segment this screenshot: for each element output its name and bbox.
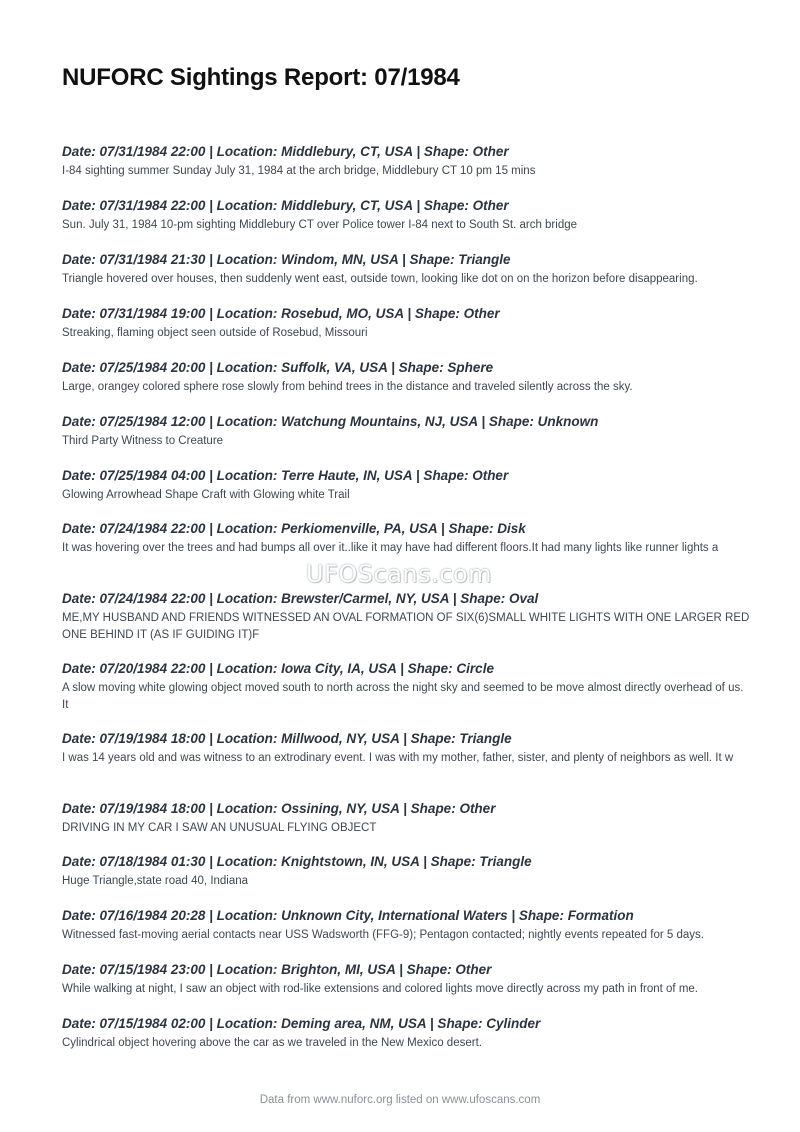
sighting-description: Triangle hovered over houses, then suddenly went east, outside town, looking like dot on on the horizon before disappearing. bbox=[62, 273, 698, 285]
sighting-header: Date: 07/19/1984 18:00 | Location: Ossining, NY, USA | Shape: Other bbox=[62, 801, 496, 816]
sighting-entry bbox=[62, 907, 752, 961]
sighting-header: Date: 07/16/1984 20:28 | Location: Unknown City, International Waters | Shape: Formation bbox=[62, 908, 634, 923]
sighting-entry bbox=[62, 961, 752, 1015]
sighting-header: Date: 07/25/1984 20:00 | Location: Suffolk, VA, USA | Shape: Sphere bbox=[62, 360, 494, 375]
sightings-list bbox=[62, 143, 752, 1069]
sighting-header: Date: 07/25/1984 12:00 | Location: Watchung Mountains, NJ, USA | Shape: Unknown bbox=[62, 414, 599, 429]
sighting-description: A slow moving white glowing object moved south to north across the night sky and seemed to be move almost directly overhead of us. It bbox=[62, 682, 744, 711]
sighting-description: Sun. July 31, 1984 10-pm sighting Middlebury CT over Police tower I-84 next to South St. arch bridge bbox=[62, 219, 578, 231]
sighting-header: Date: 07/25/1984 04:00 | Location: Terre Haute, IN, USA | Shape: Other bbox=[62, 468, 509, 483]
sighting-entry bbox=[62, 590, 752, 660]
sighting-entry bbox=[62, 660, 752, 730]
sighting-header: Date: 07/31/1984 22:00 | Location: Middlebury, CT, USA | Shape: Other bbox=[62, 144, 509, 159]
sighting-description: Large, orangey colored sphere rose slowly from behind trees in the distance and traveled silently across the sky. bbox=[62, 381, 633, 393]
sighting-description: Huge Triangle,state road 40, Indiana bbox=[62, 875, 249, 887]
sighting-description: It was hovering over the trees and had bumps all over it..like it may have had different floors.It had many lights like runner lights a bbox=[62, 542, 719, 554]
sighting-entry bbox=[62, 359, 752, 413]
sighting-entry bbox=[62, 853, 752, 907]
sighting-description: Witnessed fast-moving aerial contacts near USS Wadsworth (FFG-9); Pentagon contacted; nightly events repeated for 5 days. bbox=[62, 929, 704, 941]
sighting-header: Date: 07/19/1984 18:00 | Location: Millwood, NY, USA | Shape: Triangle bbox=[62, 731, 512, 746]
sighting-header: Date: 07/15/1984 23:00 | Location: Brighton, MI, USA | Shape: Other bbox=[62, 962, 492, 977]
sighting-entry bbox=[62, 305, 752, 359]
sighting-entry bbox=[62, 251, 752, 305]
sighting-header: Date: 07/24/1984 22:00 | Location: Perkiomenville, PA, USA | Shape: Disk bbox=[62, 521, 526, 536]
sighting-entry bbox=[62, 800, 752, 853]
sighting-header: Date: 07/31/1984 21:30 | Location: Windom, MN, USA | Shape: Triangle bbox=[62, 252, 511, 267]
sighting-description: Third Party Witness to Creature bbox=[62, 435, 224, 447]
sighting-description: ME,MY HUSBAND AND FRIENDS WITNESSED AN OVAL FORMATION OF SIX(6)SMALL WHITE LIGHTS WITH ONE LARGER RED ONE BEHIND IT (AS IF GUIDING IT)F bbox=[62, 612, 750, 641]
sighting-entry bbox=[62, 197, 752, 251]
sighting-header: Date: 07/20/1984 22:00 | Location: Iowa City, IA, USA | Shape: Circle bbox=[62, 661, 494, 676]
sighting-entry bbox=[62, 413, 752, 467]
sighting-description: Glowing Arrowhead Shape Craft with Glowing white Trail bbox=[62, 489, 350, 501]
sighting-header: Date: 07/24/1984 22:00 | Location: Brewster/Carmel, NY, USA | Shape: Oval bbox=[62, 591, 539, 606]
sighting-entry bbox=[62, 1015, 752, 1069]
sighting-entry bbox=[62, 730, 752, 800]
sighting-header: Date: 07/18/1984 01:30 | Location: Knightstown, IN, USA | Shape: Triangle bbox=[62, 854, 532, 869]
page-title: NUFORC Sightings Report: 07/1984 bbox=[62, 64, 460, 91]
sighting-entry bbox=[62, 143, 752, 197]
sighting-description: I was 14 years old and was witness to an extrodinary event. I was with my mother, father, sister, and plenty of neighbors as well. It w bbox=[62, 752, 734, 764]
sighting-description: I-84 sighting summer Sunday July 31, 1984 at the arch bridge, Middlebury CT 10 pm 15 mins bbox=[62, 165, 536, 177]
sighting-description: While walking at night, I saw an object with rod-like extensions and colored lights move directly across my path in front of me. bbox=[62, 983, 698, 995]
sighting-header: Date: 07/15/1984 02:00 | Location: Deming area, NM, USA | Shape: Cylinder bbox=[62, 1016, 541, 1031]
sighting-description: DRIVING IN MY CAR I SAW AN UNUSUAL FLYING OBJECT bbox=[62, 822, 377, 834]
sighting-header: Date: 07/31/1984 19:00 | Location: Rosebud, MO, USA | Shape: Other bbox=[62, 306, 500, 321]
watermark-logo: UFOScans.com bbox=[306, 560, 492, 588]
sighting-header: Date: 07/31/1984 22:00 | Location: Middlebury, CT, USA | Shape: Other bbox=[62, 198, 509, 213]
sighting-entry bbox=[62, 467, 752, 520]
footer-credit: Data from www.nuforc.org listed on www.ufoscans.com bbox=[259, 1094, 541, 1106]
sighting-description: Streaking, flaming object seen outside of Rosebud, Missouri bbox=[62, 327, 368, 339]
sighting-description: Cylindrical object hovering above the car as we traveled in the New Mexico desert. bbox=[62, 1037, 482, 1049]
